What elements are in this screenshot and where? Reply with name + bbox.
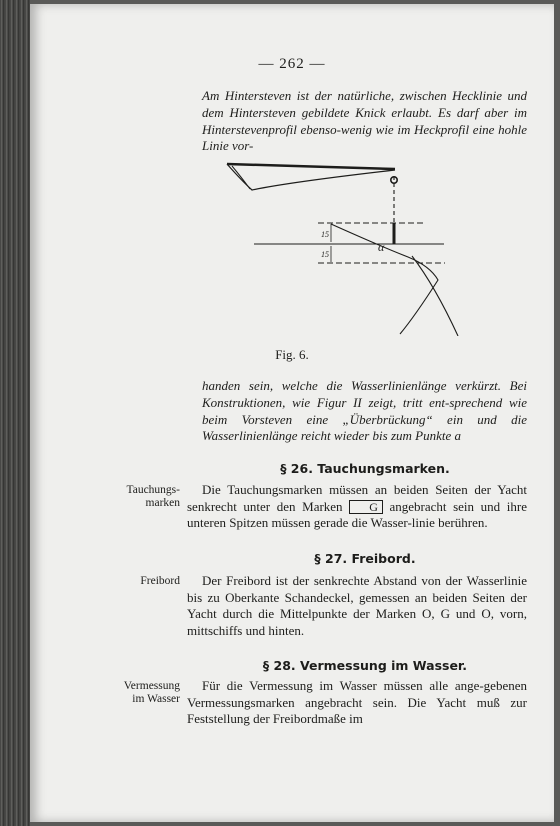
sternpost-profile <box>331 224 438 334</box>
section-28-paragraph: Für die Vermessung im Wasser müssen alle ange-gebenen Vermessungsmarken angebracht sein. Die Yacht muß zur Feststellung der Freibordmaße im <box>187 678 527 727</box>
label-15-top: 15 <box>321 230 329 239</box>
section-26-text-before: Die Tauchungsmarken müssen an beiden Seiten der Yacht senkrecht unter den Marken <box>187 482 527 514</box>
page-number: — 262 — <box>258 56 326 72</box>
section-27-paragraph: Der Freibord ist der senkrechte Abstand von der Wasserlinie bis zu Oberkante Schandeckel, gemessen an beiden Seiten der Yacht durch die Mittelpunkte der Marken O, G und O, vorn, mittschiffs und hinten. <box>187 573 527 638</box>
figure-6-diagram <box>30 156 554 336</box>
label-15-bottom: 15 <box>321 250 329 259</box>
label-alpha: α <box>378 240 385 254</box>
continuation-text: handen sein, welche die Wasserlinienlänge verkürzt. Bei Konstruktionen, wie Figur II zeigt, tritt ent-sprechend wie beim Vorsteven eine „Überbrückung“ ein und die Wasserlinienlänge reicht wieder bis zum Punkte a <box>202 378 527 444</box>
rudder-line <box>412 256 458 336</box>
intro-text: Am Hintersteven ist der natürliche, zwischen Hecklinie und dem Hintersteven gebildete Knick erlaubt. Es darf aber im Hinterstevenprofil ebenso-wenig wie im Heckprofil eine hohle Linie vor- <box>202 88 527 154</box>
section-27-text <box>187 573 527 639</box>
marker-g-box: G <box>349 500 383 514</box>
deck-line <box>227 164 395 169</box>
section-26-text <box>187 482 527 532</box>
margin-note-tauchungsmarken: Tauchungs-marken <box>126 484 180 509</box>
intro-paragraph <box>202 88 527 155</box>
book-binding <box>0 0 30 826</box>
counter-curve <box>232 166 250 189</box>
margin-note-vermessung: Vermessung im Wasser <box>123 680 180 705</box>
section-28-heading: § 28. Vermessung im Wasser. <box>262 658 468 673</box>
book-page <box>30 4 554 822</box>
margin-note-freibord: Freibord <box>140 575 180 587</box>
figure-caption: Fig. 6. <box>275 347 309 362</box>
section-27-heading: § 27. Freibord. <box>314 551 416 566</box>
section-26-text-after: angebracht sein und ihre unteren Spitzen müssen gerade die Wasser-linie berühren. <box>187 498 527 531</box>
section-26-heading: § 26. Tauchungsmarken. <box>280 461 450 476</box>
continuation-paragraph <box>202 378 527 445</box>
section-28-text <box>187 678 527 728</box>
